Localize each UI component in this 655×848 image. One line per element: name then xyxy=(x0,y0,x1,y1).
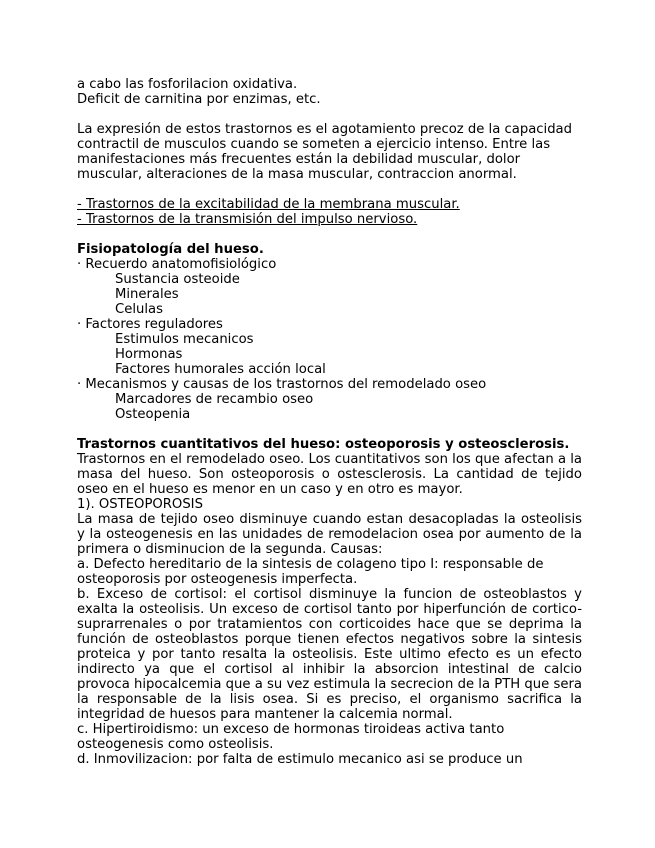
document-page xyxy=(77,77,582,767)
link-excitabilidad[interactable]: - Trastornos de la excitabilidad de la membrana muscular. xyxy=(77,197,460,212)
paragraph: La expresión de estos trastornos es el agotamiento precoz de la capacidad contractil de musculos cuando se someten a ejercicio intenso. Entre las manifestaciones más frecuentes están la debilidad muscular, dolor muscular, alteraciones de la masa muscular, contraccion anormal. xyxy=(77,122,573,182)
list-item: Estimulos mecanicos xyxy=(115,332,254,347)
section-heading: Trastornos cuantitativos del hueso: osteoporosis y osteosclerosis. xyxy=(77,437,570,452)
list-item: Marcadores de recambio oseo xyxy=(115,392,314,407)
list-item: Factores humorales acción local xyxy=(115,362,326,377)
paragraph: La masa de tejido oseo disminuye cuando estan desacopladas la osteolisis y la osteogenesis en las unidades de remodelacion osea por aumento de la primera o disminucion de la segunda. Causas: xyxy=(77,512,582,557)
intro-line: a cabo las fosforilacion oxidativa. xyxy=(77,77,298,92)
list-label: · Recuerdo anatomofisiológico xyxy=(77,257,277,272)
list-item: Osteopenia xyxy=(115,407,191,422)
list-label: · Factores reguladores xyxy=(77,317,223,332)
subheading: 1). OSTEOPOROSIS xyxy=(77,497,203,512)
list-item: Minerales xyxy=(115,287,179,302)
cause-item: b. Exceso de cortisol: el cortisol disminuye la funcion de osteoblastos y exalta la osteolisis. Un exceso de cortisol tanto por hiperfunción de cortico-suprarrenales o por tratamientos con corticoides hace que se deprima la función de osteoblastos porque tienen efectos negativos sobre la sintesis proteica y por tanto resalta la osteolisis. Este ultimo efecto es un efecto indirecto ya que el cortisol al inhibir la absorcion intestinal de calcio provoca hipocalcemia que a su vez estimula la secrecion de la PTH que sera la responsable de la lisis osea. Si es preciso, el organismo sacrifica la integridad de huesos para mantener la calcemia normal. xyxy=(77,587,582,722)
cause-item: d. Inmovilizacion: por falta de estimulo mecanico asi se produce un xyxy=(77,752,523,767)
section-heading: Fisiopatología del hueso. xyxy=(77,242,264,257)
list-item: Sustancia osteoide xyxy=(115,272,240,287)
paragraph: Trastornos en el remodelado oseo. Los cuantitativos son los que afectan a la masa del hueso. Son osteoporosis o ostesclerosis. La cantidad de tejido oseo en el hueso es menor en un caso y en otro es mayor. xyxy=(77,452,582,497)
list-label: · Mecanismos y causas de los trastornos del remodelado oseo xyxy=(77,377,487,392)
cause-item: a. Defecto hereditario de la sintesis de colageno tipo I: responsable de osteoporosis por osteogenesis imperfecta. xyxy=(77,557,544,587)
list-item: Celulas xyxy=(115,302,163,317)
cause-item: c. Hipertiroidismo: un exceso de hormonas tiroideas activa tanto osteogenesis como osteolisis. xyxy=(77,722,505,752)
link-transmision[interactable]: - Trastornos de la transmisión del impulso nervioso. xyxy=(77,212,418,227)
intro-line: Deficit de carnitina por enzimas, etc. xyxy=(77,92,321,107)
list-item: Hormonas xyxy=(115,347,183,362)
